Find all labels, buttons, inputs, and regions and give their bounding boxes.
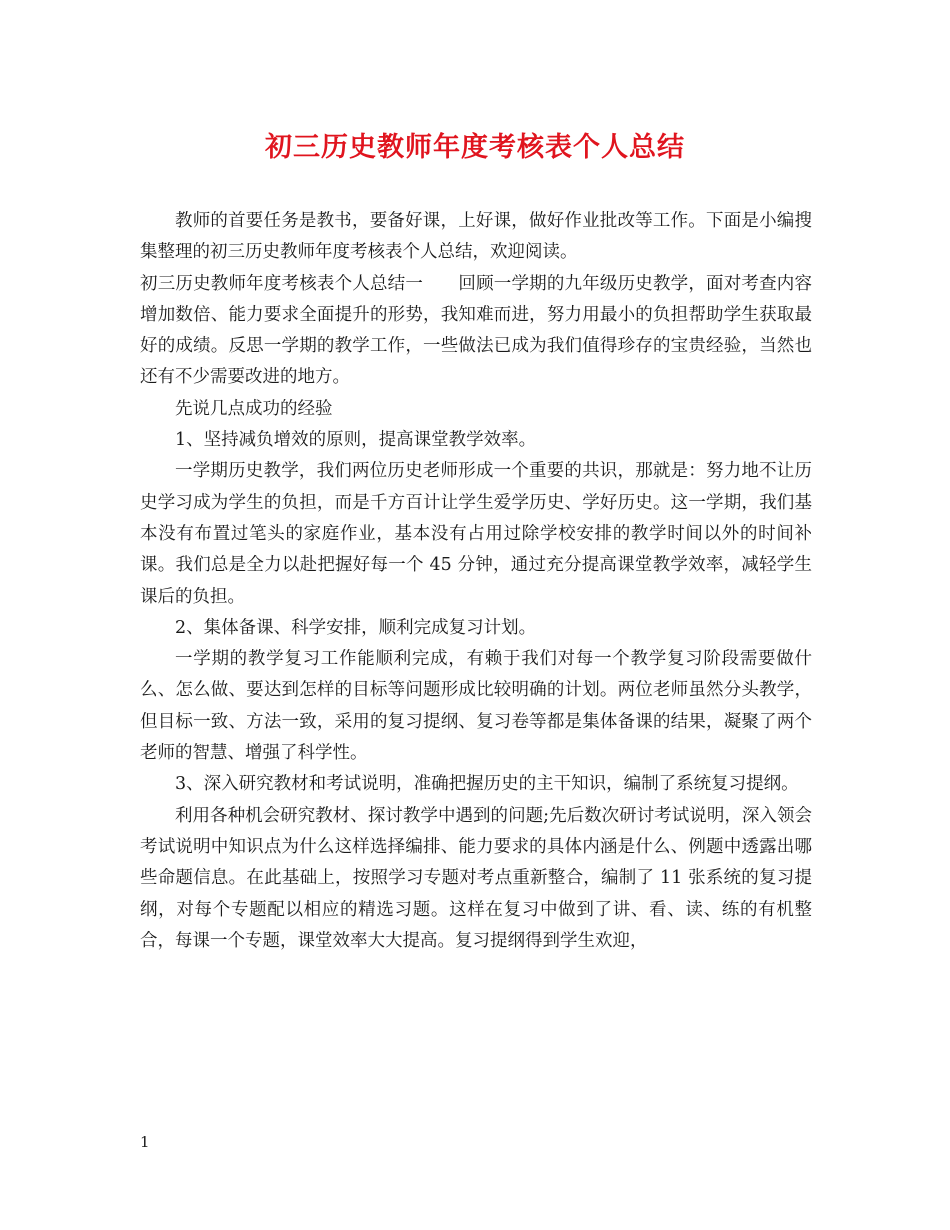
paragraph-point-2-body: 一学期的教学复习工作能顺利完成，有赖于我们对每一个教学复习阶段需要做什么、怎么做、要达到怎样的目标等问题形成比较明确的计划。两位老师虽然分头教学，但目标一致、方法一致，采用的复习提纲、复习卷等都是集体备课的结果，凝聚了两个老师的智慧、增强了科学性。: [140, 649, 812, 764]
paragraph-summary-one: 初三历史教师年度考核表个人总结一 回顾一学期的九年级历史教学，面对考查内容增加数倍、能力要求全面提升的形势，我知难而进，努力用最小的负担帮助学生获取最好的成绩。反思一学期的教学工作，一些做法已成为我们值得珍存的宝贵经验，当然也还有不少需要改进的地方。: [140, 273, 812, 388]
document-title: 初三历史教师年度考核表个人总结: [265, 132, 685, 163]
paragraph-intro: 教师的首要任务是教书，要备好课，上好课，做好作业批改等工作。下面是小编搜集整理的初三历史教师年度考核表个人总结，欢迎阅读。: [140, 211, 812, 263]
paragraph-point-3-body: 利用各种机会研究教材、探讨教学中遇到的问题;先后数次研讨考试说明，深入领会考试说明中知识点为什么这样选择编排、能力要求的具体内涵是什么、例题中透露出哪些命题信息。在此基础上，按照学习专题对考点重新整合，编制了 11 张系统的复习提纲，对每个专题配以相应的精选习题。这样在复习中做到了讲、看、读、练的有机整合，每课一个专题，课堂效率大大提高。复习提纲得到学生欢迎，: [140, 805, 812, 951]
paragraph-point-1-heading: 1、坚持减负增效的原则，提高课堂教学效率。: [175, 430, 537, 451]
page-number: 1: [140, 1133, 150, 1151]
document-body: [140, 206, 812, 957]
paragraph-point-3-heading: 3、深入研究教材和考试说明，准确把握历史的主干知识，编制了系统复习提纲。: [175, 774, 799, 795]
paragraph-success-heading: 先说几点成功的经验: [175, 398, 333, 419]
paragraph-point-2-heading: 2、集体备课、科学安排，顺利完成复习计划。: [175, 617, 537, 638]
paragraph-point-1-body: 一学期历史教学，我们两位历史老师形成一个重要的共识，那就是：努力地不让历史学习成为学生的负担，而是千方百计让学生爱学历史、学好历史。这一学期，我们基本没有布置过笔头的家庭作业，基本没有占用过除学校安排的教学时间以外的时间补课。我们总是全力以赴把握好每一个 45 分钟，通过充分提高课堂教学效率，减轻学生课后的负担。: [140, 461, 812, 607]
